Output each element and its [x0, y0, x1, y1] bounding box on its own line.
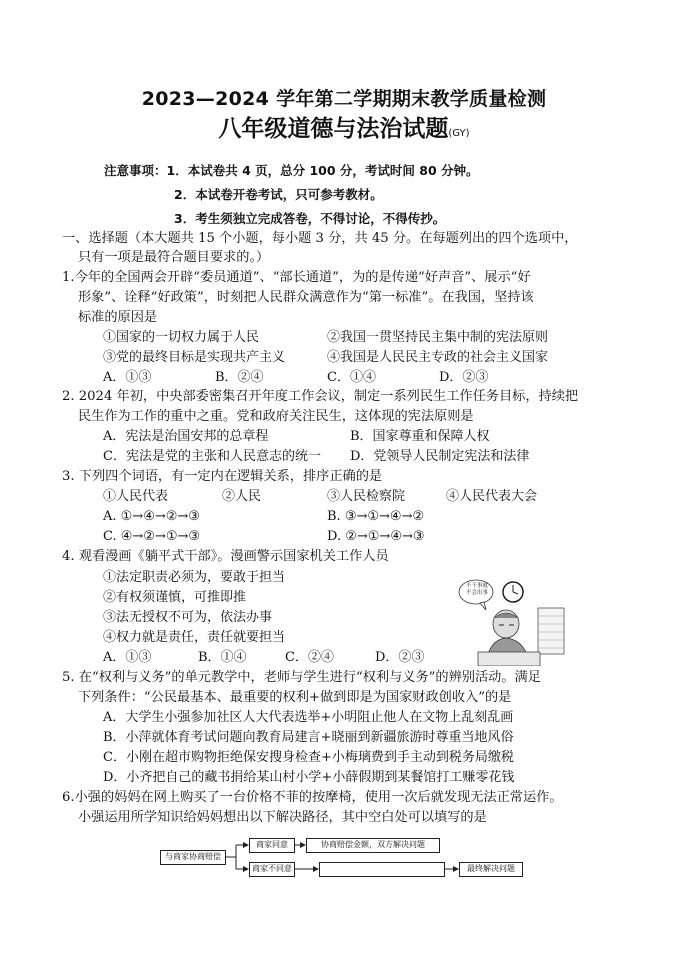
q3-word: ③人民检察院	[327, 489, 406, 504]
q1-statement: ④我国是人民民主专政的社会主义国家	[327, 350, 549, 365]
notice-label: 注意事项：	[104, 163, 167, 178]
q4-statement: ②有权须谨慎，可推即推	[103, 590, 247, 605]
q4-option-a: A．①③	[103, 650, 152, 665]
q1-statement: ②我国一贯坚持民主集中制的宪法原则	[327, 330, 549, 345]
flow-blank-box	[319, 862, 445, 877]
q2-stem: 2. 2024 年初，中央部委密集召开年度工作会议，制定一系列民生工作任务目标，持续把	[62, 389, 579, 404]
q4-statement: ①法定职责必须为，要敢于担当	[103, 570, 286, 585]
q1-option-c: C．①④	[327, 370, 376, 385]
q5-option-c: C．小刚在超市购物拒绝保安搜身检查+小梅璃费到手主动到税务局缴税	[103, 750, 514, 765]
q3-option-d: D. ②→①→④→③	[327, 529, 425, 544]
flow-final-box: 最终解决问题	[459, 862, 523, 877]
q1-statement: ①国家的一切权力属于人民	[103, 330, 260, 345]
resolution-flowchart	[160, 832, 530, 882]
q2-option-d: D．党领导人民制定宪法和法律	[350, 449, 530, 464]
q3-stem: 3. 下列四个词语，有一定内在逻辑关系，排序正确的是	[62, 469, 383, 484]
q3-option-a: A. ①→④→②→③	[103, 509, 200, 524]
q4-stem: 4. 观看漫画《躺平式干部》。漫画警示国家机关工作人员	[62, 549, 389, 564]
q6-stem: 6.小强的妈妈在网上购买了一台价格不菲的按摩椅，使用一次后就发现无法正常运作。	[62, 790, 563, 805]
q3-word: ④人民代表大会	[446, 489, 538, 504]
q2-option-c: C．宪法是党的主张和人民意志的统一	[103, 449, 321, 464]
section-heading-cont: 只有一项是最符合题目要求的。）	[78, 250, 270, 265]
exam-title: 2023—2024 学年第二学期期末教学质量检测	[141, 88, 547, 110]
q4-option-d: D．②③	[375, 650, 425, 665]
q2-stem: 民生作为工作的重中之重。党和政府关注民生，这体现的宪法原则是	[78, 409, 474, 424]
flow-disagree-box: 商家不同意	[249, 862, 295, 877]
q3-option-b: B. ③→①→④→②	[327, 509, 425, 524]
q3-word: ①人民代表	[103, 489, 169, 504]
cartoon-bubble-text: 不干事就 不会出事	[465, 583, 488, 596]
q1-option-d: D．②③	[439, 370, 489, 385]
q1-stem: 1.今年的全国两会开辟“委员通道”、“部长通道”，为的是传递“好声音”、展示“好	[62, 270, 531, 285]
notice-item: 1．本试卷共 4 页，总分 100 分，考试时间 80 分钟。	[166, 163, 479, 178]
q2-option-a: A．宪法是治国安邦的总章程	[103, 429, 269, 444]
q4-statement: ③法无授权不可为，依法办事	[103, 610, 273, 625]
q1-option-b: B．②④	[215, 370, 264, 385]
q3-word: ②人民	[222, 489, 262, 504]
cartoon-lying-flat-official	[458, 578, 570, 666]
q1-stem: 标准的原因是	[78, 310, 158, 325]
q5-option-a: A．大学生小强参加社区人大代表选举+小明阻止他人在文物上乱刻乱画	[103, 710, 514, 725]
q1-statement: ③党的最终目标是实现共产主义	[103, 350, 286, 365]
title-tag: (GY)	[448, 128, 470, 139]
q2-option-b: B．国家尊重和保障人权	[350, 429, 490, 444]
flow-agree-box: 商家同意	[249, 838, 295, 853]
q1-stem: 形象”、诠释“好政策”，时刻把人民群众满意作为“第一标准”。在我国，坚持该	[78, 290, 534, 305]
notice-row-1	[104, 161, 479, 179]
q5-stem: 5. 在“权利与义务”的单元教学中，老师与学生进行“权利与义务”的辨别活动。满足	[62, 670, 541, 685]
q5-stem: 下列条件：“公民最基本、最重要的权利+做到即是为国家财政创收入”的是	[78, 690, 512, 705]
notice-item: 3．考生须独立完成答卷，不得讨论，不得传抄。	[174, 211, 446, 226]
q4-option-c: C．②④	[285, 650, 334, 665]
flow-agree-result-box: 协商赔偿金额，双方解决问题	[306, 838, 440, 853]
q5-option-d: D．小齐把自己的藏书捐给某山村小学+小薛假期到某餐馆打工赚零花钱	[103, 770, 515, 785]
q1-option-a: A．①③	[103, 370, 152, 385]
q3-option-c: C. ④→②→①→③	[103, 529, 201, 544]
q4-option-b: B．①④	[198, 650, 247, 665]
q4-statement: ④权力就是责任，责任就要担当	[103, 630, 286, 645]
section-heading: 一、选择题（本大题共 15 个小题，每小题 3 分，共 45 分。在每题列出的四个选项中，	[62, 231, 578, 246]
flow-start-box: 与商家协商赔偿	[160, 850, 226, 865]
notice-item: 2．本试卷开卷考试，只可参考教材。	[174, 187, 383, 202]
q5-option-b: B．小萍就体育考试问题向教育局建言+晓丽到新疆旅游时尊重当地风俗	[103, 730, 514, 745]
q6-stem: 小强运用所学知识给妈妈想出以下解决路径，其中空白处可以填写的是	[78, 810, 487, 825]
exam-subtitle	[0, 110, 688, 143]
subject-title: 八年级道德与法治试题	[218, 116, 449, 142]
